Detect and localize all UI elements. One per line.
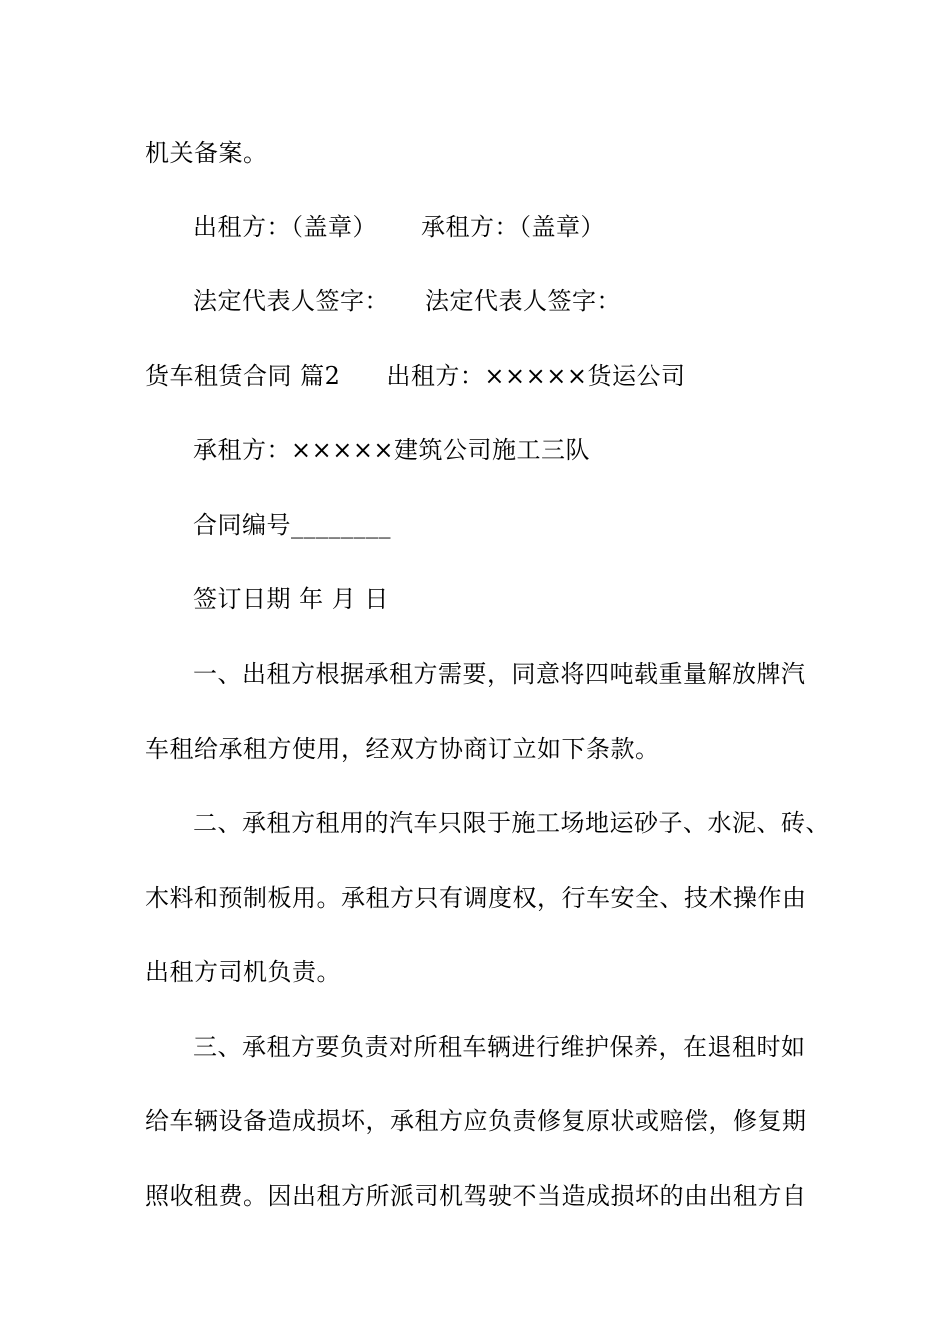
lessor-representative-label: 法定代表人签字： — [193, 287, 389, 315]
clause-2-line-3: 出租方司机负责。 — [145, 958, 341, 986]
signature-line-stamp — [193, 212, 605, 242]
signature-line-representative — [193, 286, 621, 316]
contract-heading-line — [145, 361, 685, 391]
text-line: 机关备案。 — [145, 139, 268, 167]
lessee-name: 承租方：×××××建筑公司施工三队 — [193, 436, 591, 464]
clause-1-line-1: 一、出租方根据承租方需要，同意将四吨载重量解放牌汽 — [193, 660, 806, 688]
clause-2-line-2: 木料和预制板用。承租方只有调度权，行车安全、技术操作由 — [145, 884, 807, 912]
clause-3-line-2: 给车辆设备造成损坏，承租方应负责修复原状或赔偿，修复期 — [145, 1107, 807, 1135]
lessee-stamp-label: 承租方：（盖章） — [421, 213, 605, 241]
lessor-name: 出租方：×××××货运公司 — [386, 362, 686, 390]
lessor-stamp-label: 出租方：（盖章） — [193, 213, 377, 241]
contract-title: 货车租赁合同 篇2 — [145, 362, 341, 390]
lessee-representative-label: 法定代表人签字： — [425, 287, 621, 315]
clause-3-line-3: 照收租费。因出租方所派司机驾驶不当造成损坏的由出租方自 — [145, 1182, 807, 1210]
contract-number: 合同编号________ — [193, 511, 391, 539]
signing-date: 签订日期 年 月 日 — [193, 585, 389, 613]
clause-3-line-1: 三、承租方要负责对所租车辆进行维护保养，在退租时如 — [193, 1033, 806, 1061]
clause-1-line-2: 车租给承租方使用，经双方协商订立如下条款。 — [145, 735, 660, 763]
clause-2-line-1: 二、承租方租用的汽车只限于施工场地运砂子、水泥、砖、 — [193, 809, 830, 837]
